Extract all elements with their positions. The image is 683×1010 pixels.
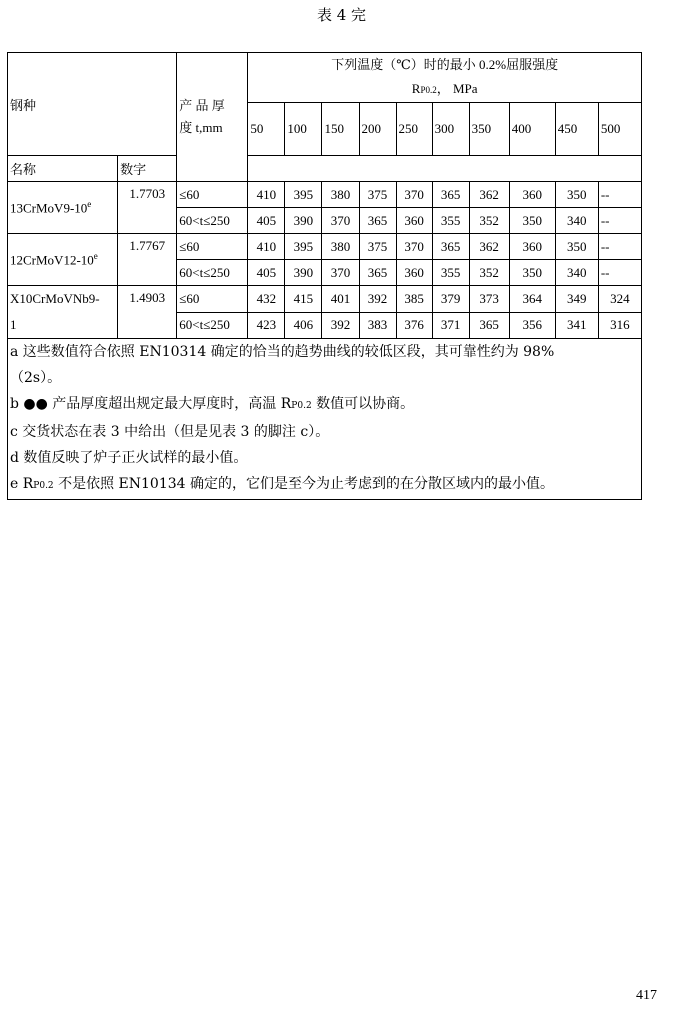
value-cell: 371 (432, 312, 469, 339)
thickness-cell: 60<t≤250 (177, 260, 248, 286)
value-cell: 350 (509, 208, 555, 234)
value-cell: 401 (322, 286, 359, 313)
note-b-text-end: 数值可以协商。 (311, 396, 415, 412)
note-e (10, 471, 639, 499)
value-cell: 395 (285, 182, 322, 208)
page-number: 417 (636, 988, 657, 1003)
value-cell: 365 (359, 208, 396, 234)
value-cell: 390 (285, 260, 322, 286)
temp-col: 200 (359, 103, 396, 156)
note-b-subscript: P0.2 (291, 401, 312, 411)
value-cell: -- (598, 234, 641, 260)
footnotes (8, 339, 642, 500)
note-a-line1: a 这些数值符合依照 EN10314 确定的恰当的趋势曲线的较低区段，其可靠性约为 98% (10, 344, 555, 360)
value-cell: 383 (359, 312, 396, 339)
value-cell: 352 (469, 260, 509, 286)
value-cell: 405 (248, 208, 285, 234)
steel-name-text: 12CrMoV12-10 (10, 252, 94, 268)
steel-number: 1.4903 (118, 286, 177, 339)
value-cell: 355 (432, 260, 469, 286)
value-cell: 356 (509, 312, 555, 339)
thickness-header (177, 53, 248, 182)
value-cell: 370 (322, 260, 359, 286)
temp-col: 500 (598, 103, 641, 156)
value-cell: 365 (469, 312, 509, 339)
thickness-cell: ≤60 (177, 182, 248, 208)
temp-spacer (248, 156, 642, 182)
value-cell: 316 (598, 312, 641, 339)
value-cell: 370 (396, 182, 432, 208)
value-cell: 392 (322, 312, 359, 339)
temp-col: 100 (285, 103, 322, 156)
value-cell: 375 (359, 234, 396, 260)
steel-name-line2: 1 (10, 317, 17, 332)
temp-col: 300 (432, 103, 469, 156)
note-e-subscript: P0.2 (33, 481, 54, 491)
temp-col: 50 (248, 103, 285, 156)
note-b (10, 391, 639, 419)
value-cell: 395 (285, 234, 322, 260)
table-title: 表 4 完 (316, 6, 367, 24)
value-cell: 385 (396, 286, 432, 313)
thickness-cell: 60<t≤250 (177, 208, 248, 234)
steel-name-text: 13CrMoV9-10 (10, 200, 88, 216)
value-cell: 375 (359, 182, 396, 208)
note-b-text: b ●● 产品厚度超出规定最大厚度时，高温 R (10, 396, 292, 412)
steel-header: 钢种 (8, 53, 177, 156)
steel-name (8, 234, 118, 286)
value-cell: 360 (396, 260, 432, 286)
value-cell: 352 (469, 208, 509, 234)
value-cell: 376 (396, 312, 432, 339)
value-cell: 373 (469, 286, 509, 313)
value-cell: 432 (248, 286, 285, 313)
value-cell: 365 (432, 234, 469, 260)
temp-col: 150 (322, 103, 359, 156)
value-cell: -- (598, 208, 641, 234)
steel-name-line1: X10CrMoVNb9- (10, 291, 100, 306)
note-a-line2: （2s）。 (10, 370, 62, 386)
temp-col: 250 (396, 103, 432, 156)
rp-subscript: P0.2 (420, 85, 437, 95)
temperature-header (248, 53, 642, 103)
value-cell: 362 (469, 182, 509, 208)
value-cell: 390 (285, 208, 322, 234)
value-cell: 370 (396, 234, 432, 260)
temp-col: 450 (555, 103, 598, 156)
temp-col: 400 (509, 103, 555, 156)
temperature-title: 下列温度（℃）时的最小 0.2%屈服强度 (331, 57, 559, 72)
value-cell: 410 (248, 182, 285, 208)
value-cell: 355 (432, 208, 469, 234)
value-cell: 340 (555, 260, 598, 286)
value-cell: 392 (359, 286, 396, 313)
value-cell: 324 (598, 286, 641, 313)
value-cell: 340 (555, 208, 598, 234)
steel-name-sup: e (93, 250, 98, 261)
value-cell: 379 (432, 286, 469, 313)
rp-unit: ， MPa (436, 81, 478, 96)
steel-number: 1.7703 (118, 182, 177, 234)
note-d: d 数值反映了炉子正火试样的最小值。 (10, 450, 248, 466)
value-cell: 350 (555, 234, 598, 260)
rp-symbol: R (411, 81, 421, 96)
thickness-cell: ≤60 (177, 234, 248, 260)
value-cell: 365 (432, 182, 469, 208)
value-cell: 349 (555, 286, 598, 313)
yield-strength-table (7, 52, 642, 500)
value-cell: 360 (396, 208, 432, 234)
value-cell: 406 (285, 312, 322, 339)
steel-name (8, 286, 118, 339)
steel-name-sup: e (87, 198, 92, 209)
value-cell: 415 (285, 286, 322, 313)
note-e-text-end: 不是依照 EN10134 确定的，它们是至今为止考虑到的在分散区域内的最小值。 (53, 476, 555, 492)
steel-name (8, 182, 118, 234)
value-cell: 370 (322, 208, 359, 234)
value-cell: 364 (509, 286, 555, 313)
thickness-cell: ≤60 (177, 286, 248, 313)
name-header: 名称 (8, 156, 118, 182)
value-cell: 365 (359, 260, 396, 286)
value-cell: 360 (509, 234, 555, 260)
value-cell: 405 (248, 260, 285, 286)
value-cell: 360 (509, 182, 555, 208)
temp-col: 350 (469, 103, 509, 156)
value-cell: -- (598, 260, 641, 286)
value-cell: 423 (248, 312, 285, 339)
value-cell: 380 (322, 182, 359, 208)
value-cell: 350 (509, 260, 555, 286)
value-cell: 380 (322, 234, 359, 260)
value-cell: 341 (555, 312, 598, 339)
thickness-cell: 60<t≤250 (177, 312, 248, 339)
steel-number: 1.7767 (118, 234, 177, 286)
note-c: c 交货状态在表 3 中给出（但是见表 3 的脚注 c）。 (10, 424, 330, 440)
thickness-header-line1: 产 品 厚 (179, 98, 225, 113)
value-cell: 362 (469, 234, 509, 260)
thickness-header-line2: 度 t,mm (179, 120, 223, 135)
number-header: 数字 (118, 156, 177, 182)
value-cell: 350 (555, 182, 598, 208)
value-cell: 410 (248, 234, 285, 260)
note-e-text: e R (10, 476, 34, 492)
value-cell: -- (598, 182, 641, 208)
